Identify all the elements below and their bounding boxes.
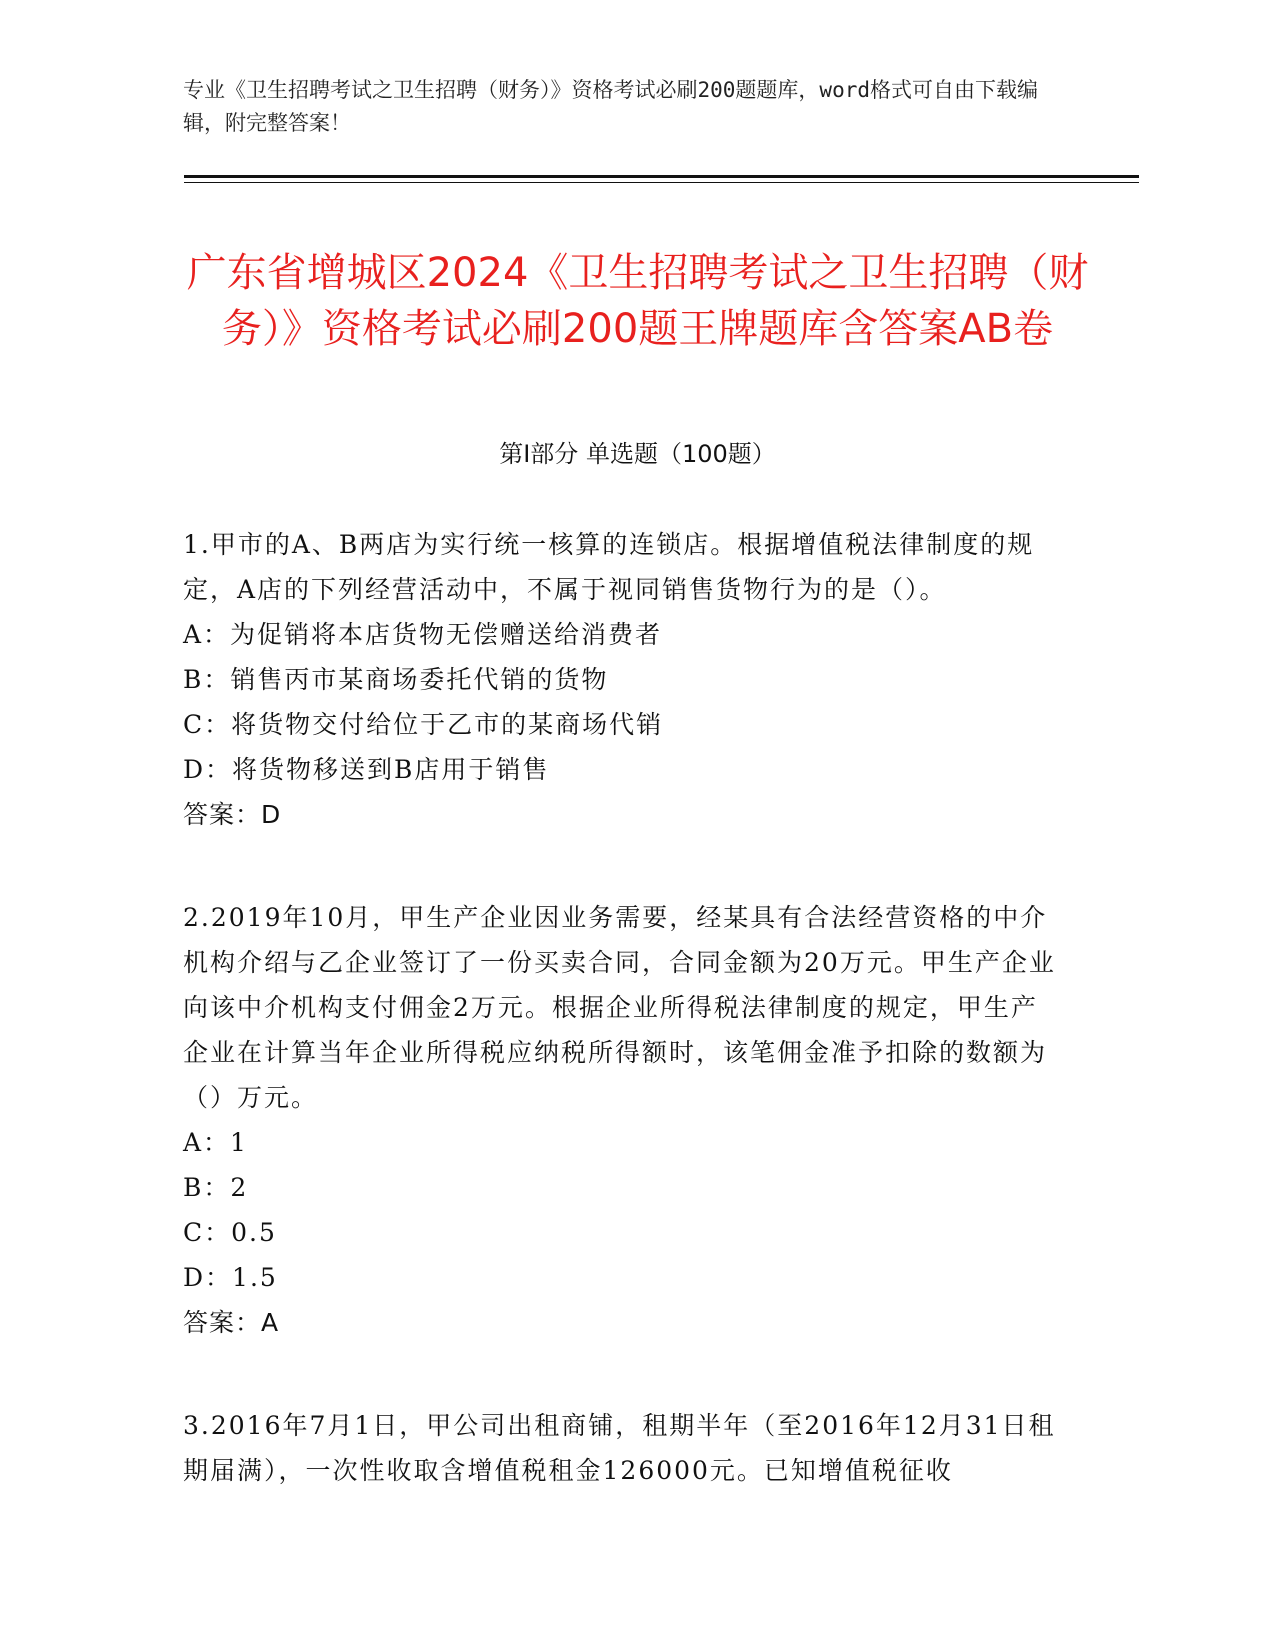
- option-c: C：0.5: [183, 1218, 277, 1247]
- option-a: A：为促销将本店货物无偿赠送给消费者: [183, 620, 663, 649]
- question-stem: 3.2016年7月1日，甲公司出租商铺，租期半年（至2016年12月31日租期届满），一次性收取含增值税租金126000元。已知增值税征收: [183, 1411, 1056, 1485]
- section-title: 第Ⅰ部分 单选题（100题）: [499, 440, 776, 468]
- document-title: 广东省增城区2024《卫生招聘考试之卫生招聘（财务）》资格考试必刷200题王牌题库含答案AB卷: [186, 249, 1089, 352]
- question-stem: 1.甲市的A、B两店为实行统一核算的连锁店。根据增值税法律制度的规定，A店的下列经营活动中，不属于视同销售货物行为的是（）。: [183, 530, 1035, 604]
- option-d: D：1.5: [183, 1263, 278, 1292]
- question-stem: 2.2019年10月，甲生产企业因业务需要，经某具有合法经营资格的中介机构介绍与乙企业签订了一份买卖合同，合同金额为20万元。甲生产企业向该中介机构支付佣金2万元。根据企业所得税法律制度的规定，甲生产企业在计算当年企业所得税应纳税所得额时，该笔佣金准予扣除的数额为（）万元。: [183, 903, 1056, 1112]
- option-d: D：将货物移送到B店用于销售: [183, 755, 550, 784]
- question-2: [183, 895, 1063, 1345]
- question-1: [183, 522, 1063, 837]
- header-note: 专业《卫生招聘考试之卫生招聘（财务）》资格考试必刷200题题库，word格式可自由下载编辑，附完整答案！: [183, 78, 1038, 135]
- answer: 答案：A: [183, 1308, 280, 1337]
- option-a: A：1: [183, 1128, 248, 1157]
- answer: 答案：D: [183, 800, 282, 829]
- header-divider-thick: [184, 175, 1139, 178]
- header-divider-thin: [184, 182, 1139, 183]
- option-c: C：将货物交付给位于乙市的某商场代销: [183, 710, 664, 739]
- question-list: [183, 522, 1063, 1551]
- question-3: [183, 1403, 1063, 1493]
- option-b: B：销售丙市某商场委托代销的货物: [183, 665, 609, 694]
- option-b: B：2: [183, 1173, 249, 1202]
